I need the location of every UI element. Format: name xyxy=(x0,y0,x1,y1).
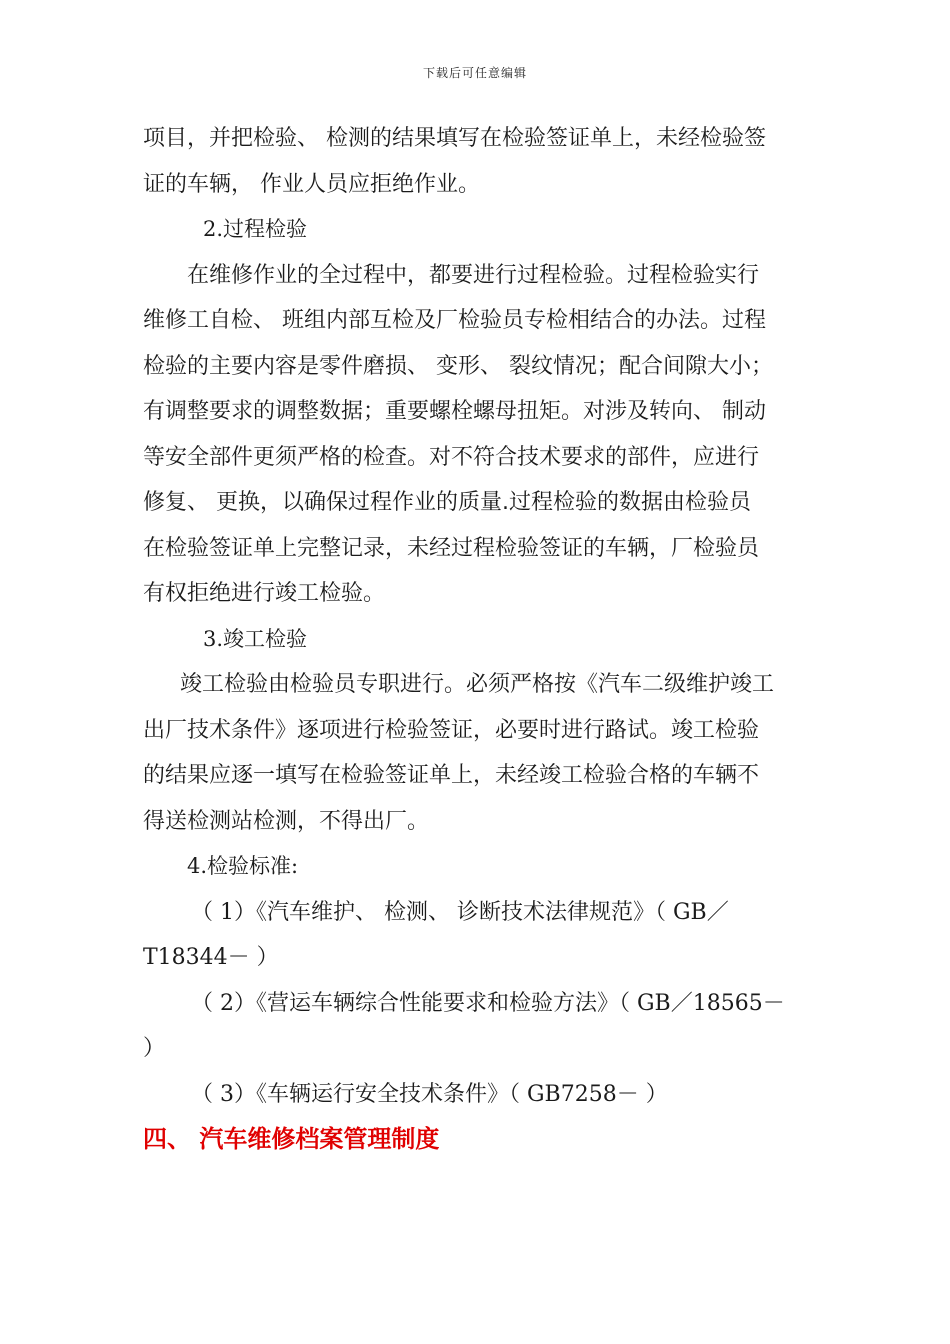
paragraph-3 xyxy=(143,662,811,844)
paragraph-line: 在维修作业的全过程中，都要进行过程检验。过程检验实行 xyxy=(187,262,760,288)
paragraph-2 xyxy=(143,253,811,617)
paragraph-1 xyxy=(143,116,811,207)
document-body xyxy=(143,116,811,1163)
standard-line: ） xyxy=(143,1036,166,1061)
standard-line: （ 1）《汽车维护、 检测、 诊断技术法律规范》（ GB／ xyxy=(191,899,729,925)
heading-inspection-standards: 4.检验标准: xyxy=(187,854,299,878)
paragraph-line: 证的车辆， 作业人员应拒绝作业。 xyxy=(143,171,480,197)
paragraph-line: 竣工检验由检验员专职进行。必须严格按《汽车二级维护竣工 xyxy=(180,672,775,697)
paragraph-line: 维修工自检、 班组内部互检及厂检验员专检相结合的办法。过程 xyxy=(143,308,766,333)
section-title: 四、 汽车维修档案管理制度 xyxy=(143,1125,440,1153)
paragraph-line: 检验的主要内容是零件磨损、 变形、 裂纹情况；配合间隙大小； xyxy=(143,353,773,379)
standard-line: （ 3）《车辆运行安全技术条件》（ GB7258－ ） xyxy=(191,1081,668,1107)
paragraph-line: 有调整要求的调整数据；重要螺栓螺母扭矩。对涉及转向、 制动 xyxy=(143,399,766,424)
paragraph-line: 出厂技术条件》逐项进行检验签证，必要时进行路试。竣工检验 xyxy=(143,717,760,743)
paragraph-line: 的结果应逐一填写在检验签证单上，未经竣工检验合格的车辆不 xyxy=(143,763,760,788)
header-note: 下载后可任意编辑 xyxy=(422,66,527,80)
standard-item-1 xyxy=(143,890,811,981)
paragraph-line: 有权拒绝进行竣工检验。 xyxy=(143,581,386,606)
standard-line: T18344－ ） xyxy=(143,945,279,970)
paragraph-line: 得送检测站检测，不得出厂。 xyxy=(143,808,430,834)
standard-item-3 xyxy=(143,1072,811,1118)
paragraph-line: 项目，并把检验、 检测的结果填写在检验签证单上，未经检验签 xyxy=(143,126,766,151)
heading-process-inspection: 2.过程检验 xyxy=(203,217,308,241)
paragraph-line: 修复、 更换，以确保过程作业的质量.过程检验的数据由检验员 xyxy=(143,490,751,515)
standard-line: （ 2）《营运车辆综合性能要求和检验方法》（ GB／18565－ xyxy=(191,990,785,1016)
paragraph-line: 等安全部件更须严格的检查。对不符合技术要求的部件，应进行 xyxy=(143,444,760,470)
paragraph-line: 在检验签证单上完整记录，未经过程检验签证的车辆，厂检验员 xyxy=(143,535,760,561)
standard-item-2 xyxy=(143,981,811,1072)
heading-completion-inspection: 3.竣工检验 xyxy=(203,626,308,651)
